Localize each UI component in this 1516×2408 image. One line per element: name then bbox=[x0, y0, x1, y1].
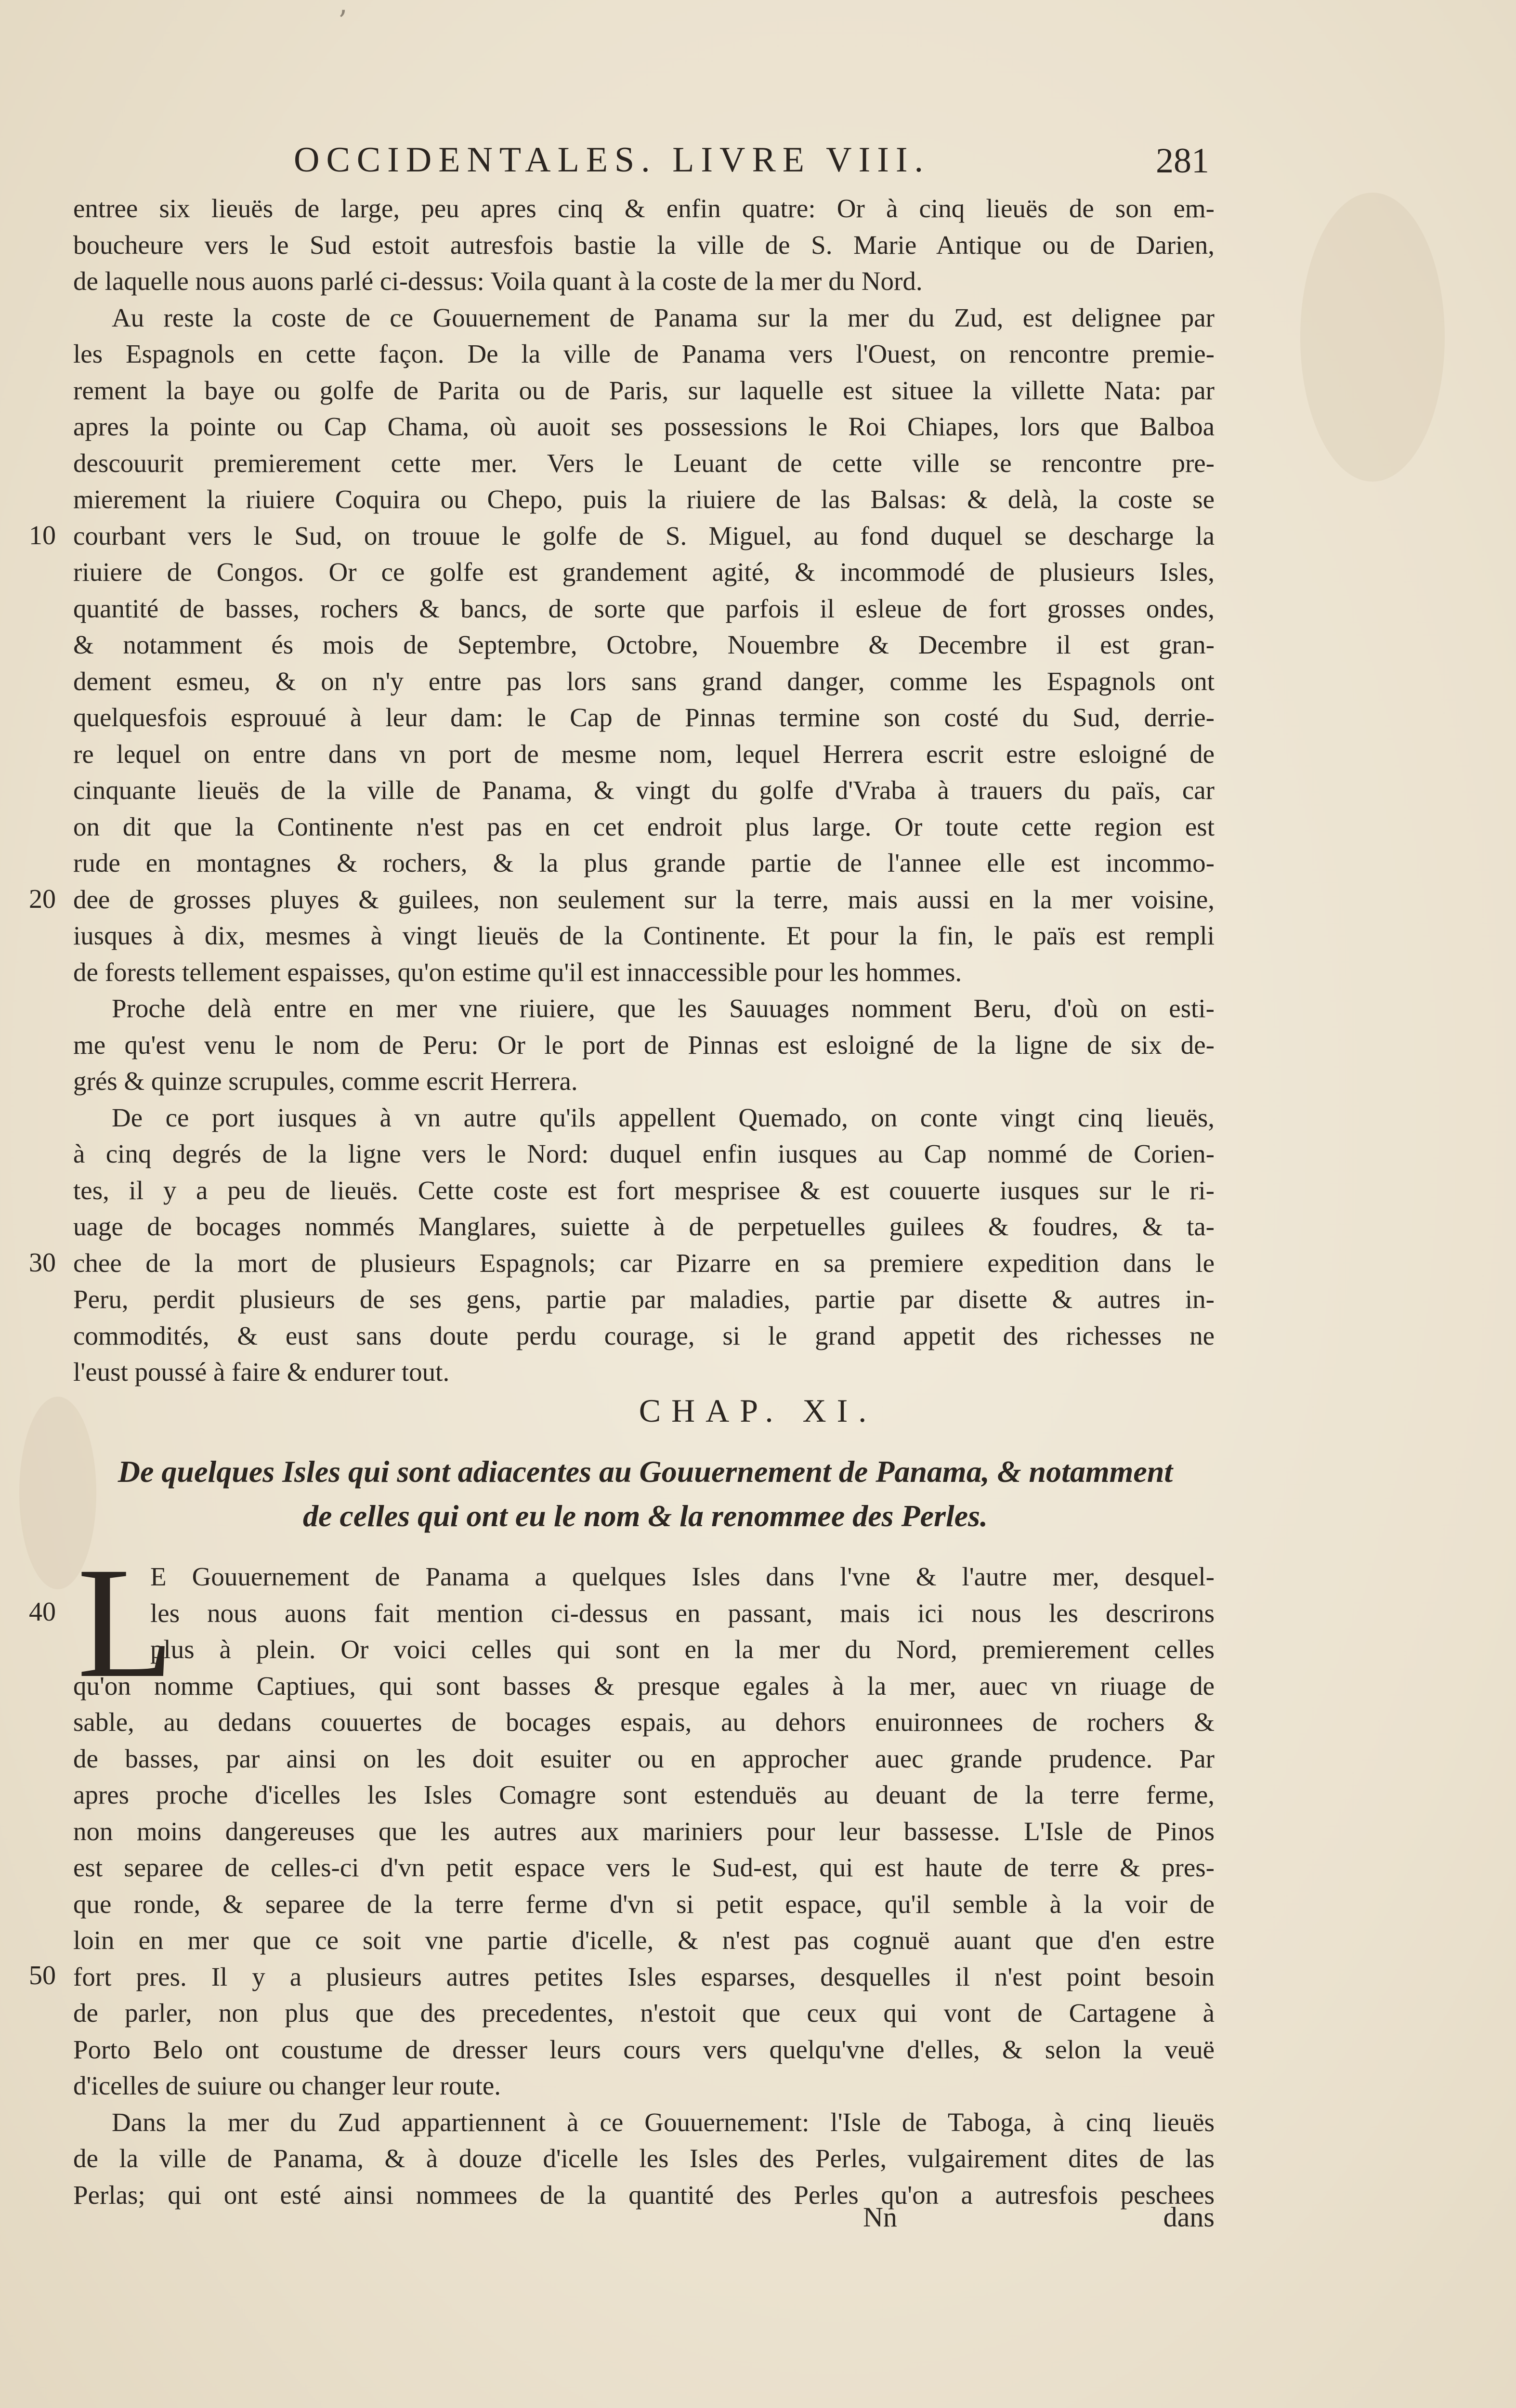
margin-line-number: 20 bbox=[29, 884, 56, 914]
margin-line-number: 10 bbox=[29, 521, 56, 550]
text-line: quantité de basses, rochers & bancs, de sorte que parfois il esleue de fort grosses ondes, bbox=[73, 593, 1215, 623]
text-line: on dit que la Continente n'est pas en cet endroit plus large. Or toute cette region est bbox=[73, 811, 1215, 841]
chapter-title-line: de celles qui ont eu le nom & la renommee des Perles. bbox=[302, 1499, 988, 1533]
text-line: Porto Belo ont coustume de dresser leurs cours vers quelqu'vne d'elles, & selon la veuë bbox=[73, 2034, 1215, 2064]
text-line: riuiere de Congos. Or ce golfe est grandement agité, & incommodé de plusieurs Isles, bbox=[73, 557, 1215, 587]
text-line: d'icelles de suiure ou changer leur route. bbox=[73, 2071, 501, 2100]
text-line: plus à plein. Or voici celles qui sont en la mer du Nord, premierement celles bbox=[150, 1635, 1215, 1664]
text-line: sable, au dedans couuertes de bocages espais, au dehors enuironnees de rochers & bbox=[73, 1707, 1215, 1737]
page-footer bbox=[73, 2201, 1215, 2239]
text-line: l'eust poussé à faire & endurer tout. bbox=[73, 1357, 450, 1387]
text-line: apres proche d'icelles les Isles Comagre sont estenduës au deuant de la terre ferme, bbox=[73, 1780, 1215, 1809]
text-line: Perlas; qui ont esté ainsi nommees de la quantité des Perles qu'on a autresfois peschees bbox=[73, 2180, 1215, 2210]
folio-number: 281 bbox=[1156, 141, 1209, 181]
text-line: De ce port iusques à vn autre qu'ils appellent Quemado, on conte vingt cinq lieuës, bbox=[112, 1102, 1215, 1132]
text-line: les nous auons fait mention ci-dessus en passant, mais ici nous les descrirons bbox=[150, 1598, 1215, 1628]
text-line: de la ville de Panama, & à douze d'icelle les Isles des Perles, vulgairement dites de las bbox=[73, 2144, 1215, 2173]
text-line: de laquelle nous auons parlé ci-dessus: Voila quant à la coste de la mer du Nord. bbox=[73, 266, 923, 296]
text-line: Proche delà entre en mer vne riuiere, que les Sauuages nomment Beru, d'où on esti- bbox=[112, 994, 1215, 1023]
drop-capital: L bbox=[77, 1535, 174, 1711]
text-line: de basses, par ainsi on les doit esuiter ou en approcher auec grande prudence. Par bbox=[73, 1743, 1215, 1773]
text-line: est separee de celles-ci d'vn petit espace vers le Sud-est, qui est haute de terre & pres- bbox=[73, 1853, 1215, 1882]
text-line: courbant vers le Sud, on trouue le golfe de S. Miguel, au fond duquel se descharge la bbox=[73, 521, 1215, 550]
text-line: qu'on nomme Captiues, qui sont basses & presque egales à la mer, auec vn riuage de bbox=[73, 1671, 1215, 1701]
text-line: iusques à dix, mesmes à vingt lieuës de la Continente. Et pour la fin, le païs est rempli bbox=[73, 921, 1215, 950]
text-line: fort pres. Il y a plusieurs autres petites Isles esparses, desquelles il n'est point besoin bbox=[73, 1962, 1215, 1991]
text-line: chee de la mort de plusieurs Espagnols; car Pizarre en sa premiere expedition dans le bbox=[73, 1248, 1215, 1278]
text-line: rement la baye ou golfe de Parita ou de Paris, sur laquelle est situee la villette Nata: par bbox=[73, 375, 1215, 405]
margin-line-number: 50 bbox=[29, 1961, 56, 1990]
signature-mark: Nn bbox=[863, 2201, 897, 2233]
text-line: tes, il y a peu de lieuës. Cette coste est fort mesprisee & est couuerte iusques sur le ri- bbox=[73, 1175, 1215, 1205]
text-line: à cinq degrés de la ligne vers le Nord: duquel enfin iusques au Cap nommé de Corien- bbox=[73, 1139, 1215, 1168]
text-line: dement esmeu, & on n'y entre pas lors sans grand danger, comme les Espagnols ont bbox=[73, 666, 1215, 696]
text-line: Peru, perdit plusieurs de ses gens, partie par maladies, partie par disette & autres in- bbox=[73, 1284, 1215, 1314]
text-line: Dans la mer du Zud appartiennent à ce Gouuernement: l'Isle de Taboga, à cinq lieuës bbox=[112, 2107, 1215, 2137]
paper-stain bbox=[1300, 193, 1445, 482]
text-line: quelquesfois esprouué à leur dam: le Cap de Pinnas termine son costé du Sud, derrie- bbox=[73, 703, 1215, 732]
margin-line-number: 30 bbox=[29, 1248, 56, 1278]
text-line: loin en mer que ce soit vne partie d'icelle, & n'est pas cognuë auant que d'en estre bbox=[73, 1925, 1215, 1955]
page-edge-mark: ʼ bbox=[337, 5, 347, 39]
text-line: non moins dangereuses que les autres aux mariniers pour leur bassesse. L'Isle de Pinos bbox=[73, 1816, 1215, 1846]
text-line: E Gouuernement de Panama a quelques Isles dans l'vne & l'autre mer, desquel- bbox=[150, 1562, 1215, 1591]
text-line: apres la pointe ou Cap Chama, où auoit ses possessions le Roi Chiapes, lors que Balboa bbox=[73, 412, 1215, 441]
text-line: de forests tellement espaisses, qu'on estime qu'il est innaccessible pour les hommes. bbox=[73, 957, 962, 987]
text-line: rude en montagnes & rochers, & la plus grande partie de l'annee elle est incommo- bbox=[73, 848, 1215, 877]
text-line: dee de grosses pluyes & guilees, non seulement sur la terre, mais aussi en la mer voisine, bbox=[73, 884, 1215, 914]
running-head: OCCIDENTALES. LIVRE VIII. bbox=[294, 140, 930, 180]
text-line: & notamment és mois de Septembre, Octobre, Nouembre & Decembre il est gran- bbox=[73, 630, 1215, 659]
chapter-title-line: De quelques Isles qui sont adiacentes au Gouuernement de Panama, & notamment bbox=[118, 1454, 1173, 1489]
text-line: uage de bocages nommés Manglares, suiette à de perpetuelles guilees & foudres, & ta- bbox=[73, 1212, 1215, 1241]
text-line: de parler, non plus que des precedentes, n'estoit que ceux qui vont de Cartagene à bbox=[73, 1998, 1215, 2028]
text-line: me qu'est venu le nom de Peru: Or le port de Pinnas est esloigné de la ligne de six de- bbox=[73, 1030, 1215, 1060]
text-line: grés & quinze scrupules, comme escrit Herrera. bbox=[73, 1066, 578, 1096]
margin-line-number: 40 bbox=[29, 1597, 56, 1627]
text-line: que ronde, & separee de la terre ferme d'vn si petit espace, qu'il semble à la voir de bbox=[73, 1889, 1215, 1919]
text-line: mierement la riuiere Coquira ou Chepo, puis la riuiere de las Balsas: & delà, la coste se bbox=[73, 484, 1215, 514]
text-line: entree six lieuës de large, peu apres cinq & enfin quatre: Or à cinq lieuës de son em- bbox=[73, 194, 1215, 223]
text-line: boucheure vers le Sud estoit autresfois bastie la ville de S. Marie Antique ou de Darien, bbox=[73, 230, 1215, 260]
catchword: dans bbox=[1163, 2201, 1215, 2233]
text-line: cinquante lieuës de la ville de Panama, & vingt du golfe d'Vraba à trauers du païs, car bbox=[73, 775, 1215, 805]
chapter-heading: CHAP. XI. bbox=[639, 1392, 877, 1429]
text-line: commodités, & eust sans doute perdu courage, si le grand appetit des richesses ne bbox=[73, 1321, 1215, 1350]
text-line: Au reste la coste de ce Gouuernement de Panama sur la mer du Zud, est delignee par bbox=[112, 302, 1215, 332]
body-text-block bbox=[73, 190, 1215, 1390]
text-line: descouurit premierement cette mer. Vers le Leuant de cette ville se rencontre pre- bbox=[73, 448, 1215, 478]
text-line: les Espagnols en cette façon. De la ville de Panama vers l'Ouest, on rencontre premie- bbox=[73, 339, 1215, 368]
chapter-title bbox=[72, 1450, 1218, 1538]
text-line: re lequel on entre dans vn port de mesme nom, lequel Herrera escrit estre esloigné de bbox=[73, 739, 1215, 769]
body-text-block-2 bbox=[73, 1558, 1215, 2213]
